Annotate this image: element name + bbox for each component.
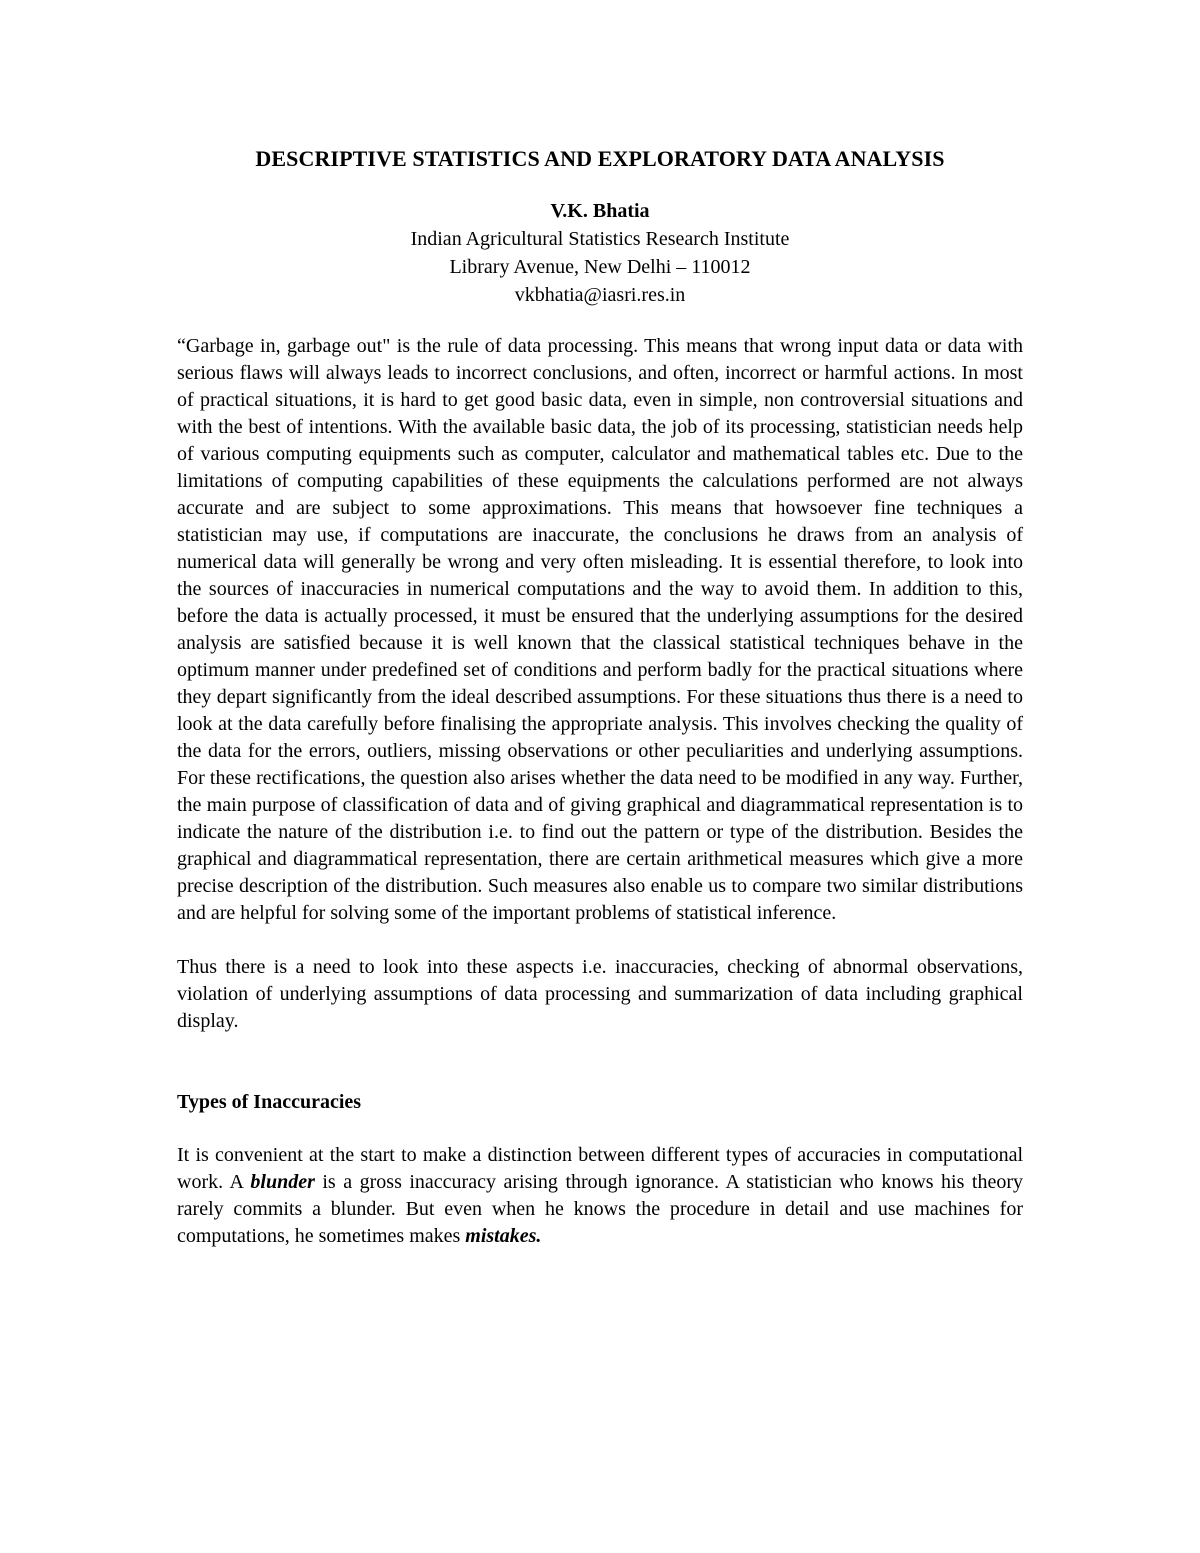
paper-title: DESCRIPTIVE STATISTICS AND EXPLORATORY DATA ANALYSIS	[255, 146, 945, 171]
author-block	[177, 197, 1023, 309]
second-paragraph: Thus there is a need to look into these aspects i.e. inaccuracies, checking of abnormal observations, violation of underlying assumptions of data processing and summarization of data including graphical display.	[177, 956, 1023, 1032]
term-blunder: blunder	[250, 1171, 315, 1193]
author-address: Library Avenue, New Delhi – 110012	[449, 256, 751, 278]
term-mistakes: mistakes.	[465, 1225, 542, 1247]
section-paragraph-part1: It is convenient at the start to make a distinction between different types of accuracies in computational work. A	[177, 1144, 1023, 1193]
section-heading: Types of Inaccuracies	[177, 1091, 362, 1113]
intro-paragraph: “Garbage in, garbage out" is the rule of data processing. This means that wrong input data or data with serious flaws will always leads to incorrect conclusions, and often, incorrect or harmful actions. In most of practical situations, it is hard to get good basic data, even in simple, non controversial situations and with the best of intentions. With the available basic data, the job of its processing, statistician needs help of various computing equipments such as computer, calculator and mathematical tables etc. Due to the limitations of computing capabilities of these equipments the calculations performed are not always accurate and are subject to some approximations. This means that howsoever fine techniques a statistician may use, if computations are inaccurate, the conclusions he draws from an analysis of numerical data will generally be wrong and very often misleading. It is essential therefore, to look into the sources of inaccuracies in numerical computations and the way to avoid them. In addition to this, before the data is actually processed, it must be ensured that the underlying assumptions for the desired analysis are satisfied because it is well known that the classical statistical techniques behave in the optimum manner under predefined set of conditions and perform badly for the practical situations where they depart significantly from the ideal described assumptions. For these situations thus there is a need to look at the data carefully before finalising the appropriate analysis. This involves checking the quality of the data for the errors, outliers, missing observations or other peculiarities and underlying assumptions. For these rectifications, the question also arises whether the data need to be modified in any way. Further, the main purpose of classification of data and of giving graphical and diagrammatical representation is to indicate the nature of the distribution i.e. to find out the pattern or type of the distribution. Besides the graphical and diagrammatical representation, there are certain arithmetical measures which give a more precise description of the distribution. Such measures also enable us to compare two similar distributions and are helpful for solving some of the important problems of statistical inference.	[177, 335, 1023, 924]
section-paragraph-part2: is a gross inaccuracy arising through ignorance. A statistician who knows his theory rarely commits a blunder. But even when he knows the procedure in detail and use machines for computations, he sometimes makes	[177, 1171, 1024, 1247]
page-content	[177, 143, 1023, 1250]
author-email: vkbhatia@iasri.res.in	[514, 284, 686, 306]
section-paragraph	[177, 1142, 1023, 1250]
author-name: V.K. Bhatia	[550, 200, 650, 222]
author-institute: Indian Agricultural Statistics Research Institute	[410, 228, 790, 250]
